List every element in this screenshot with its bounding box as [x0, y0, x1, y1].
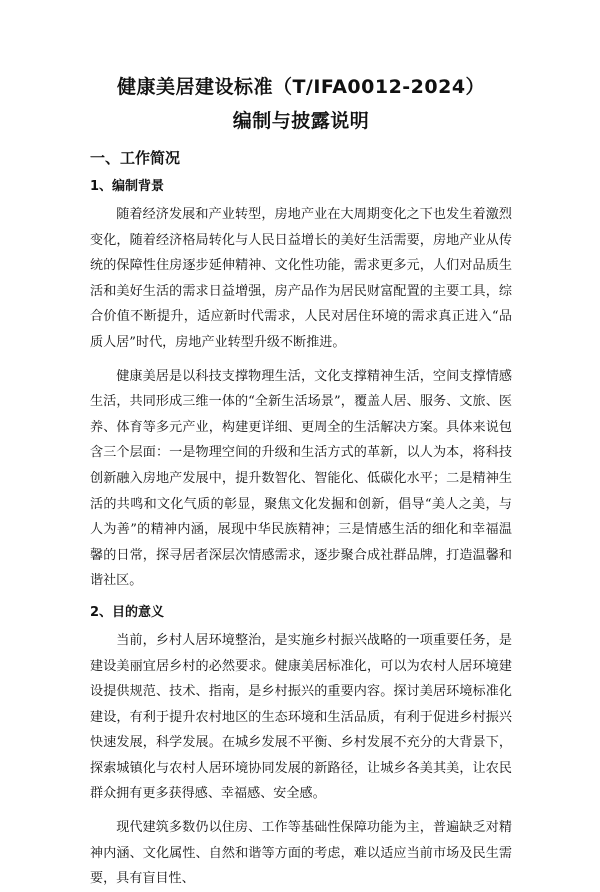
subsection-heading-background: 1、编制背景 — [90, 179, 165, 194]
document-title: 健康美居建设标准（T/IFA0012-2024） — [116, 76, 486, 98]
paragraph-background-1: 随着经济发展和产业转型，房地产业在大周期变化之下也发生着激烈变化，随着经济格局转化与人民日益增长的美好生活需要，房地产业从传统的保障性住房逐步延伸精神、文化性功能，需求更多元，人们对品质生活和美好生活的需求日益增强，房产品作为居民财富配置的主要工具，综合价值不断提升，适应新时代需求，人民对居住环境的需求真正进入“品质人居”时代，房地产业转型升级不断推进。 — [90, 207, 512, 350]
section-heading-work-overview: 一、工作简况 — [90, 149, 181, 167]
document-subtitle: 编制与披露说明 — [232, 110, 370, 132]
subsection-heading-purpose: 2、目的意义 — [90, 604, 165, 620]
paragraph-purpose-1: 当前，乡村人居环境整治，是实施乡村振兴战略的一项重要任务，是建设美丽宜居乡村的必然要求。健康美居标准化，可以为农村人居环境建设提供规范、技术、指南，是乡村振兴的重要内容。探讨美居环境标准化建设，有利于提升农村地区的生态环境和生活品质，有利于促进乡村振兴快速发展，科学发展。在城乡发展不平衡、乡村发展不充分的大背景下，探索城镇化与农村人居环境协同发展的新路径，让城乡各美其美，让农民群众拥有更多获得感、幸福感、安全感。 — [90, 632, 512, 802]
paragraph-purpose-2: 现代建筑多数仍以住房、工作等基础性保障功能为主，普遍缺乏对精神内涵、文化属性、自然和谐等方面的考虑，难以适应当前市场及民生需要，具有盲目性、 — [90, 820, 512, 887]
paragraph-background-2: 健康美居是以科技支撑物理生活，文化支撑精神生活，空间支撑情感生活，共同形成三维一体的“全新生活场景”，覆盖人居、服务、文旅、医养、体育等多元产业，构建更详细、更周全的生活解决方案。具体来说包含三个层面：一是物理空间的升级和生活方式的革新，以人为本，将科技创新融入房地产发展中，提升数智化、智能化、低碳化水平；二是精神生活的共鸣和文化气质的彰显，聚焦文化发掘和创新，倡导“美人之美，与人为善”的精神内涵，展现中华民族精神；三是情感生活的细化和幸福温馨的日常，探寻居者深层次情感需求，逐步聚合成社群品牌，打造温馨和谐社区。 — [90, 368, 512, 589]
